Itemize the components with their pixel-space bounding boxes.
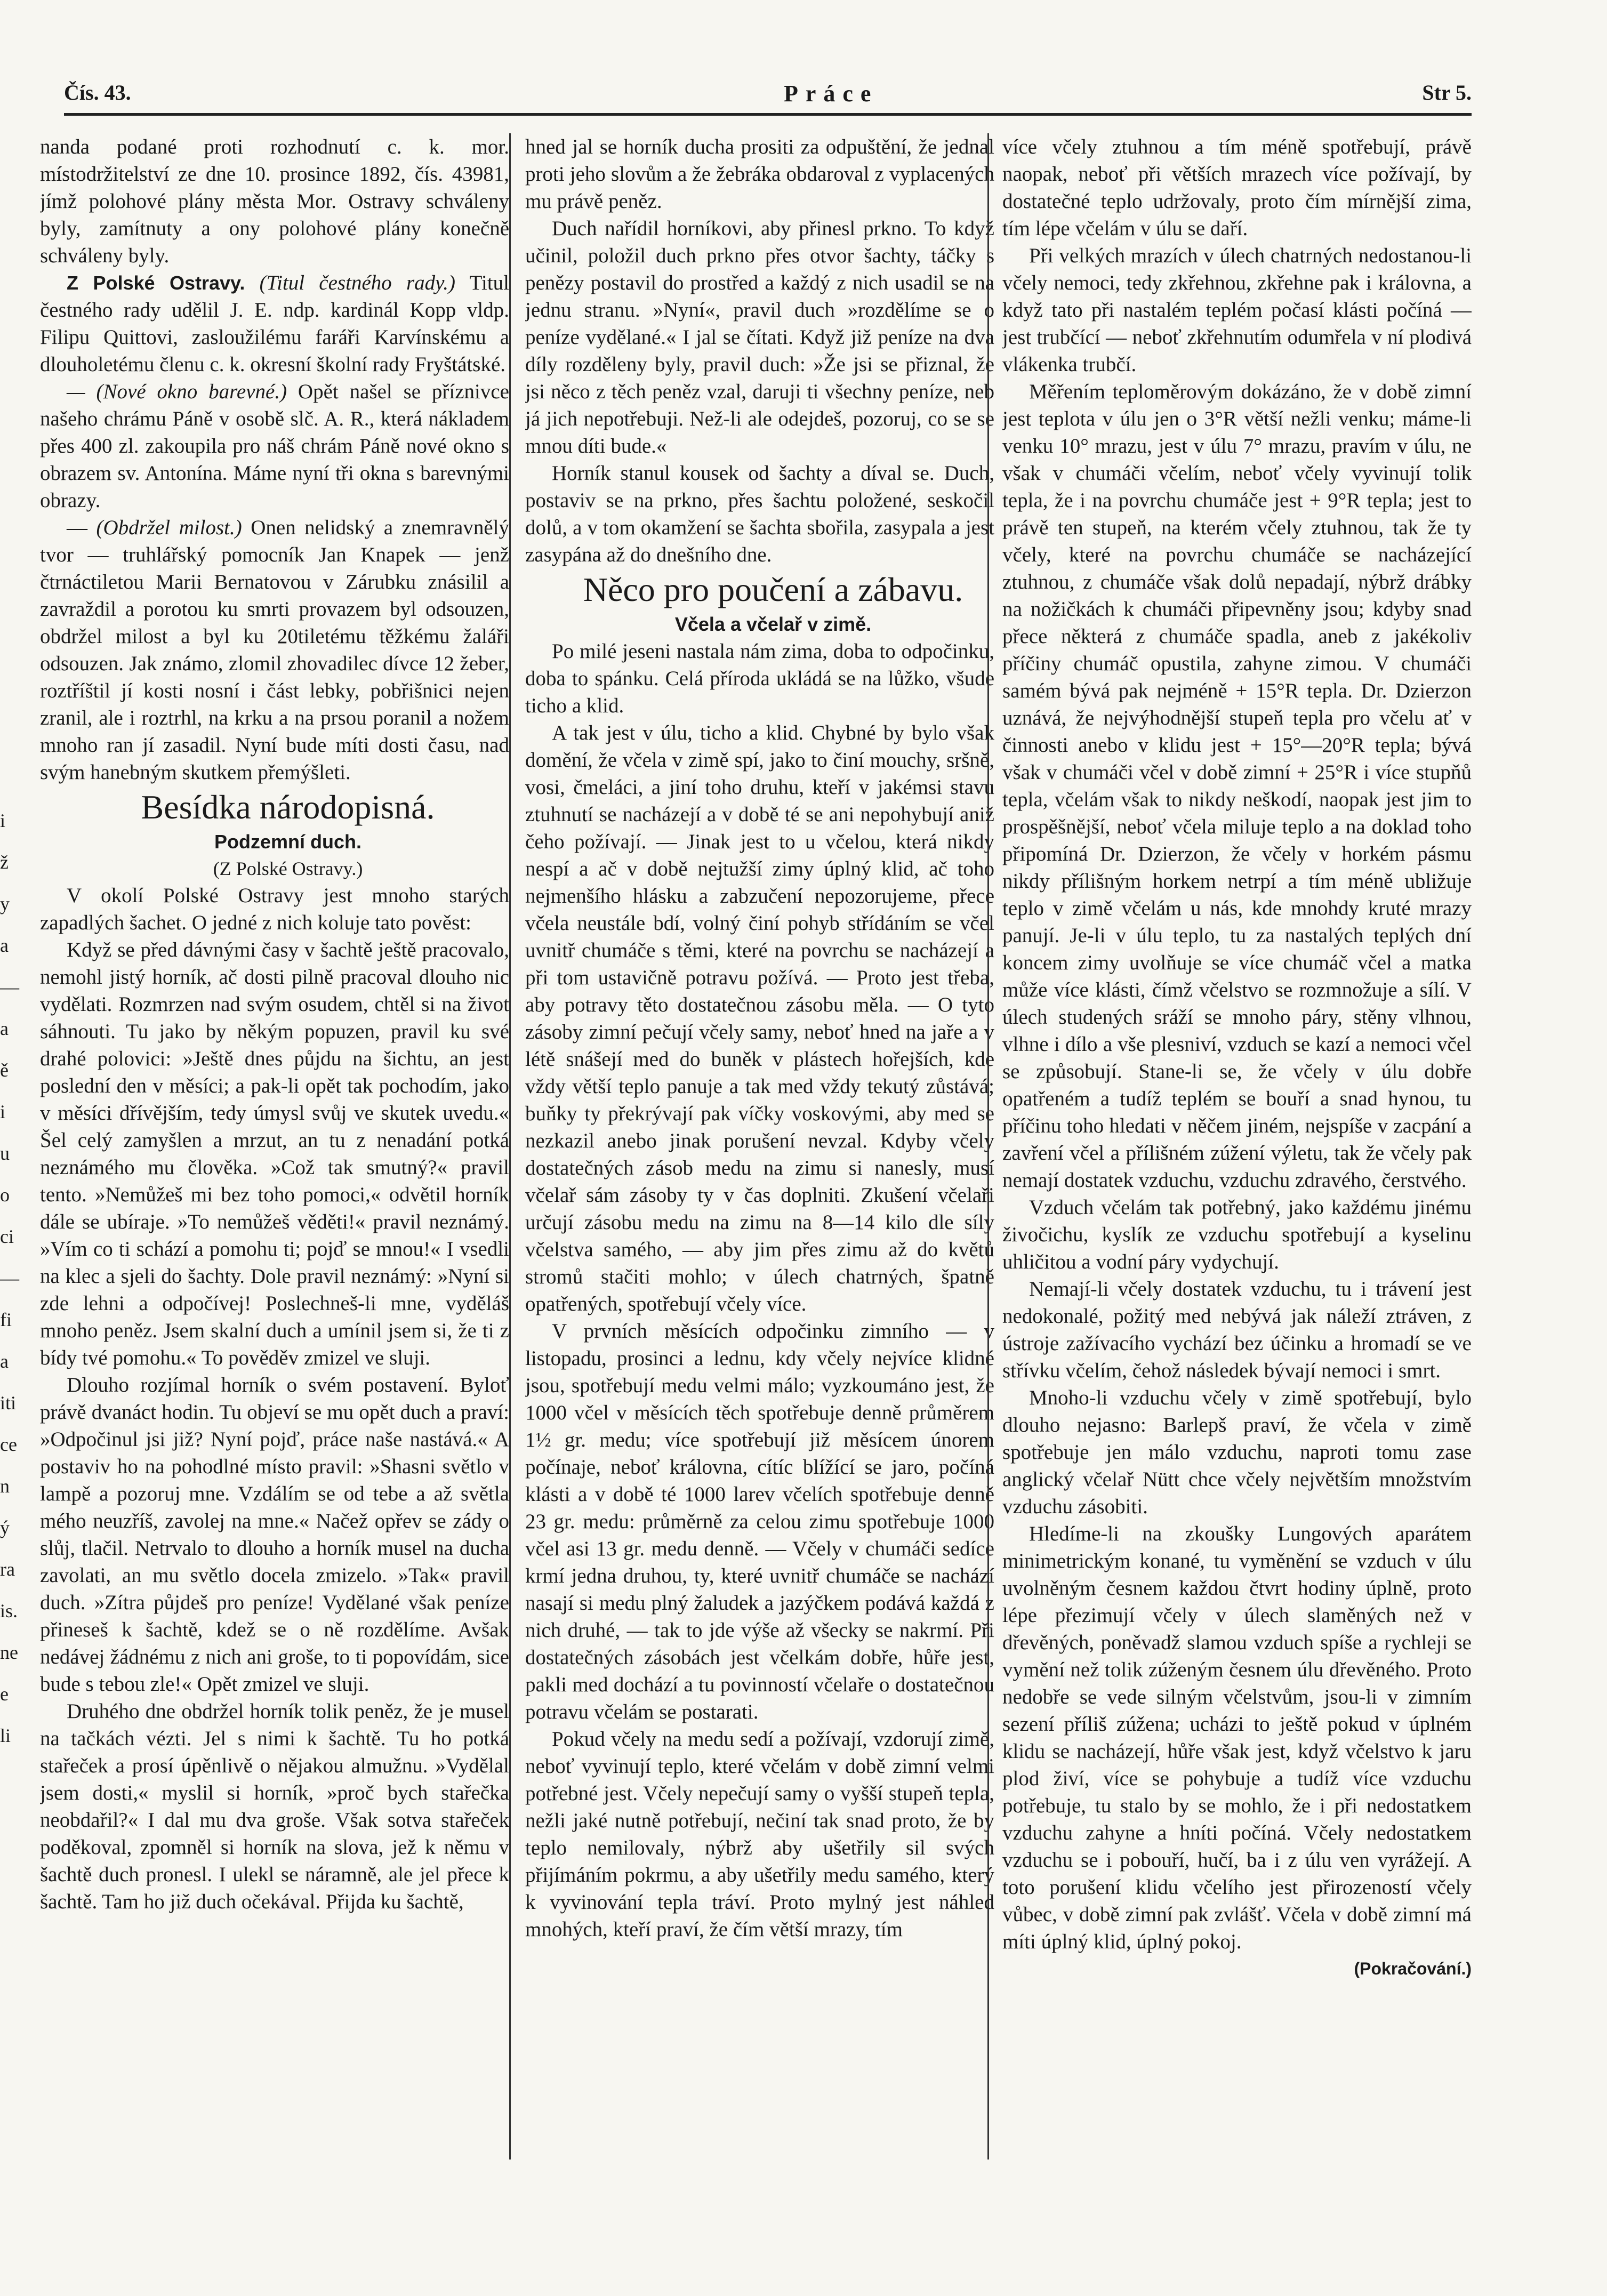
paragraph: nanda podané proti rozhodnutí c. k. mor. místodržitelství ze dne 10. prosince 1892, čís. 43981, jímž polohové plány města Mor. Ostravy schváleny byly, zamítnuty a ony polohové plány konečně schváleny byly. <box>40 135 509 267</box>
edge-fragment: ý <box>0 1517 10 1538</box>
edge-fragment: ž <box>0 852 9 873</box>
column-divider <box>509 133 511 2159</box>
item-text: Opět našel se příznivce našeho chrámu Páně v osobě slč. A. R., která nákladem přes 400 zl. zakoupila pro náš chrám Páně nové okno s obrazem sv. Antonína. Máme nyní tři okna s barevnými obrazy. <box>40 380 509 512</box>
header-rule <box>64 113 1472 116</box>
item-lead-italic: — (Nové okno barevné.) <box>67 380 287 403</box>
continuation-note: (Pokračování.) <box>1354 1959 1472 1978</box>
edge-fragment: fi <box>0 1309 12 1330</box>
news-item <box>40 378 509 514</box>
paragraph: hned jal se horník ducha prositi za odpuštění, že jednal proti jeho slovům a že žebráka obdaroval z vyplacených mu právě peněz. <box>525 135 994 213</box>
paragraph: A tak jest v úlu, ticho a klid. Chybné by bylo však domění, že včela v zimě spí, jako to činí mouchy, sršně, vosi, čmeláci, a jiní toho druhu, kteří v jakémsi stavu ztuhnutí se nacházejí a v době té se ani nepohybují aniž čeho požívají. — Jinak jest to u včelou, která nikdy nespí a ač v době nejtužší zimy úplný klid, ač toho nejmenšího hlásku a zabzučení nepozorujeme, přece včela neustále bdí, volný činí pohyb střídáním se včel uvnitř chumáče s těmi, které na povrchu se nacházejí a při tom ustavičně potravu požívá. — Proto jest třeba, aby potravy těto dostatečnou zásobu měla. — O tyto zásoby zimní pečují včely samy, neboť hned na jaře a v létě snášejí med do buněk v plástech hořejších, kde vždy větší teplo panuje a tak med vždy tekutý zůstává; buňky ty překrývají pak víčky voskovými, aby med se nezkazil anebo jinak porušení nevzal. Kdyby včely dostatečných zásob medu na zimu si nanesly, musí včelař sám zásoby ty v čas doplniti. Zkušení včelaři určují zásobu medu na zimu na 8—14 kilo dle síly včelstva samého, — aby jim přes zimu až do květů stromů stačiti mohlo; v úlech chatrných, špatně opatřených, spotřebují včely více. <box>525 721 994 1315</box>
section-title: Něco pro poučení a zábavu. <box>583 571 963 608</box>
edge-fragment: ne <box>0 1642 18 1663</box>
paragraph: Pokud včely na medu sedí a požívají, vzdorují zimě, neboť vyvinují teplo, které včelám v době zimní velmi potřebné jest. Včely nepečují samy o vyšší stupeň tepla, nežli jaké nutně potřebují, nečiní tak snad proto, že by teplo nemilovaly, nýbrž aby ušetřily sil svých přijímáním pokrmu, a aby ušetřily medu samého, který k vyvinování tepla tráví. Proto mylný jest náhled mnohých, kteří praví, že čím větší mrazy, tím <box>525 1728 994 1941</box>
paragraph: Druhého dne obdržel horník tolik peněz, že je musel na tačkách vézti. Jel s nimi k šachtě. Tu ho potká stařeček a prosí úpěnlivě o nějakou almužnu. »Vydělal jsem dosti,« myslil si horník, »proč bych stařečka neobdařil?« I dal mu dva groše. Však sotva stařeček poděkoval, zpomněl si horník na slova, jež k němu v šachtě duch pronesl. I ulekl se náramně, ale jel přece k šachtě. Tam ho již duch očekával. Přijda ku šachtě, <box>40 1700 509 1913</box>
paragraph: Nemají-li včely dostatek vzduchu, tu i trávení jest nedokonalé, požitý med nebývá jak náleží ztráven, z ústroje zažívacího vychází bez účinku a hromadí se ve střívku včelím, čehož následek bývají nemoci i smrt. <box>1002 1278 1472 1382</box>
edge-fragment: — <box>0 976 19 998</box>
news-item: — (Obdržel milost.) Onen nelidský a znemravnělý tvor — truhlářský pomocník Jan Knapek — jenž čtrnáctiletou Marii Bernatovou v Zárubku znásilil a zavraždil a porotou ku smrti provazem byl odsouzen, obdržel milost a byl ku 20tiletému těžkému žaláři odsouzen. Jak známo, zlomil zhovadilec dívce 12 žeber, roztříštil jí kosti nosní i část lebky, pobřišnici nejen zranil, ale i roztrhl, na krku a na prsou poranil a nožem mnoho ran jí zasadil. Nyní bude míti dosti času, nad svým hanebným skutkem přemýšleti. <box>40 516 509 784</box>
edge-fragment: u <box>0 1143 10 1164</box>
item-lead-italic: (Titul čestného rady.) <box>259 271 456 294</box>
edge-fragment: a <box>0 935 9 956</box>
edge-fragment: iti <box>0 1392 17 1414</box>
edge-fragment: a <box>0 1018 9 1039</box>
paragraph: Hledíme-li na zkoušky Lungových aparátem minimetrickým konané, tu vyměnění se vzduch v úlu uvolněným česnem každou čtvrt hodiny úplně, proto lépe přezimují včely v úlech slaměných než v dřevěných, poněvadž slamou vzduch spíše a rychleji se vymění než tolik zúženým česnem úlu dřevěného. Proto nedobře se vede silným včelstvům, jsou-li v zimním sezení příliš zúžena; ucházi to ještě pokud v úplném klidu se nacházejí, hůře však jest, když včelstvo k jaru plod živí, více se pohybuje a tudíž více vzduchu potřebuje, tu stalo by se mohlo, že i při nedostatkem vzduchu zahyne a hníti počíná. Včely nedostatkem vzduchu se i pobouří, hučí, ba i z úlu ven vyrážejí. A toto porušení klidu včelího jest přirozeností včely vůbec, v době zimní pak zvlášť. Včela v době zimní má míti úplný klid, úplný pokoj. <box>1002 1522 1472 1953</box>
paragraph: Měřením teploměrovým dokázáno, že v době zimní jest teplota v úlu jen o 3°R větší nežli venku; máme-li venku 10° mrazu, jest v úlu 7° mrazu, pravím v úlu, ne však v chumáči včelím, neboť včely vyvinují tolik tepla, že i na povrchu chumáče jest + 9°R tepla; jest to právě ten stupeň, na kterém včely ztuhnou, tak že ty včely, které na povrchu chumáče se nacházející ztuhnou, z chumáče však dolů nepadají, nýbrž drábky na nožičkách k chumáči připevněny jsou; kdyby snad přece některá z chumáče spadla, aneb z jakékoliv příčiny chumáč opustila, zahyne zimou. V chumáči samém bývá pak nejméně + 15°R tepla. Dr. Dzierzon uznává, že nejvýhodnější stupeň tepla pro včelu ať v činnosti anebo v klidu jest + 15°—20°R tepla; bývá však v chumáči včel v době zimní + 25°R i více stupňů tepla, včelám však to nikdy neškodí, naopak jest jim to prospěšnější, neboť včela miluje teplo a na doklad toho připomíná Dr. Dzierzon, že včely v horkém pásmu nikdy přílišným horkem netrpí a tím méně ubližuje teplo v zimě včelám u nás, kde mnohdy kruté mrazy panují. Je-li v úlu teplo, tu za nastalých teplých dní koncem zimy uvolňuje se více chumáč včel a matka může více klásti, čímž včelstvo se rozmnožuje a sílí. V úlech studených sráží se mnoho páry, stěny vlhnou, vlhne i dílo a vše plesniví, vzduch se kazí a nemoci včel se způsobují. Stane-li se, že včely v úlu dobře opatřeném a tudíž teplém se bouří a snad hynou, tu příčinu toho hledati v něčem jiném, nejspíše v zacpání a zavření včel a přílišném zúžení výletu, tak že včely pak nemají dostatek vzduchu, vzduchu zdravého, čerstvého. <box>1002 380 1472 1192</box>
section-title: Besídka národopisná. <box>141 788 435 826</box>
section-subtitle: Včela a včelař v zimě. <box>674 613 872 635</box>
paragraph: Když se před dávnými časy v šachtě ještě pracovalo, nemohl jistý horník, ač dosti pilně pracoval dlouho nic vydělati. Rozmrzen nad svým osudem, chtěl si na život sáhnouti. Tu jako by někým popuzen, pravil ku své drahé polovici: »Ještě dnes půjdu na šichtu, an jest poslední den v měsíci; a pak-li opět tak pochodím, jako v měsíci dřívějším, tedy úmysl svůj ve skutek uvedu.« Šel celý zamyšlen a mrzut, an tu z nenadání potká neznámého mu člověka. »Což tak smutný?« pravil tento. »Nemůžeš mi bez toho pomoci,« odvětil horník dále se ubíraje. »To nemůžeš věděti!« pravil neznámý. »Vím co ti schází a pomohu ti; pojď se mnou!« I vsedli na klec a sjeli do šachty. Dole pravil neznámý: »Nyní si zde lehni a odpočívej! Poslechneš-li mne, vyděláš mnoho peněz. Jsem skalní duch a umínil jsem si, že ti z bídy tvé pomohu.« To pověděv zmizel ve sluji. <box>40 938 509 1369</box>
edge-fragment: a <box>0 1351 9 1372</box>
paragraph: více včely ztuhnou a tím méně spotřebují, právě naopak, neboť při větších mrazech více požívají, by dostatečné teplo udržovaly, proto čím mírnější zima, tím lépe včelám v úlu se daří. <box>1002 135 1472 240</box>
news-item <box>40 269 509 378</box>
edge-fragment: ě <box>0 1059 9 1081</box>
edge-fragment: i <box>0 1101 6 1122</box>
column-divider <box>987 133 989 2159</box>
edge-fragment: is. <box>0 1600 18 1621</box>
item-lead: Z Polské Ostravy. <box>67 272 245 294</box>
section-subtitle: Podzemní duch. <box>214 831 361 853</box>
column-1 <box>40 133 509 2170</box>
page-number: Str 5. <box>1422 81 1472 105</box>
page-header <box>64 80 1472 112</box>
edge-fragment: ce <box>0 1434 17 1455</box>
item-text: Onen nelidský a znemravnělý tvor — truhlářský pomocník Jan Knapek — jenž čtrnáctiletou Marii Bernatovou v Zárubku znásilil a zavraždil a porotou ku smrti provazem byl odsouzen, obdržel milost a byl ku 20tiletému těžkému žaláři odsouzen. Jak známo, zlomil zhovadilec dívce 12 žeber, roztříštil jí kosti nosní i část lebky, pobřišnici nejen zranil, ale i roztrhl, na krku a na prsou poranil a nožem mnoho ran jí zasadil. Nyní bude míti dosti času, nad svým hanebným skutkem přemýšleti. <box>40 516 509 784</box>
paragraph: V prvních měsících odpočinku zimního — v listopadu, prosinci a lednu, kdy včely nejvíce klidné jsou, spotřebují medu velmi málo; vyzkoumáno jest, že 1000 včel v měsících těch spotřebuje denně průměrem 1½ gr. medu; více spotřebují již měsícem únorem počínaje, neboť královna, cítíc blížící se jaro, počíná klásti a v době té 1000 larev včelích spotřebuje denně 23 gr. medu: průměrně za celou zimu spotřebuje 1000 včel asi 13 gr. medu denně. — Včely v chumáči sedíce krmí jedna druhou, ty, které uvnitř chumáče se nachází nasají si medu plný žaludek a jazýčkem podává každá z nich druhé, — tak to jde výše až všecky se nakrmí. Při dostatečných zásobách jest včelkám dobře, hůře jest, pakli med dochází a tu povinností včelaře o dostatečnou potravu včelám se postarati. <box>525 1320 994 1723</box>
section-note: (Z Polské Ostravy.) <box>213 858 363 879</box>
paragraph: Vzduch včelám tak potřebný, jako každému jinému živočichu, kyslík ze vzduchu spotřebují a kyselinu uhličitou a vodní páry vydychují. <box>1002 1196 1472 1273</box>
paragraph: Mnoho-li vzduchu včely v zimě spotřebují, bylo dlouho nejasno: Barlepš praví, že včela v zimě spotřebuje jen málo vzduchu, naproti tomu zase anglický včelař Nütt chce včely největším množstvím vzduchu zásobiti. <box>1002 1386 1472 1518</box>
paragraph: Duch nařídil horníkovi, aby přinesl prkno. To když učinil, položil duch prkno přes otvor šachty, táčky s penězy postavil do prostřed a každý z nich usadil se na jednu stranu. »Nyní«, pravil duch »rozdělíme se o peníze vydělané.« I jal se čítati. Když již peníze na dva díly rozděleny byly, pravil duch: »Že jsi se přiznal, že jsi něco z těch peněz vzal, daruji ti všechny peníze, neb já jich nepotřebuji. Než-li ale odejdeš, pozoruj, co se se mnou díti bude.« <box>525 217 994 457</box>
paragraph: Při velkých mrazích v úlech chatrných nedostanou-li včely nemoci, tedy zkřehnou, zkřehne pak i královna, a když tato při nastalém teplém počasí klásti počíná — jest trubčící — neboť zkřehnutím odumřela v ní plodivá vlákenka trubčí. <box>1002 244 1472 376</box>
column-2 <box>525 133 994 2170</box>
edge-fragment: y <box>0 893 10 914</box>
edge-fragment: o <box>0 1184 10 1206</box>
edge-fragment: e <box>0 1683 9 1705</box>
edge-fragment: ci <box>0 1226 14 1247</box>
paragraph: Horník stanul kousek od šachty a díval se. Duch, postaviv se na prkno, přes šachtu položené, seskočil dolů, a v tom okamžení se šachta sbořila, zasypala a jest zasypána až do dnešního dne. <box>525 462 994 566</box>
paragraph: Dlouho rozjímal horník o svém postavení. Byloť právě dvanáct hodin. Tu objeví se mu opět duch a praví: »Odpočinul jsi již? Nyní pojď, práce naše nastává.« A postaviv ho na pohodlné místo pravil: »Shasni světlo v lampě a pozoruj mne. Vzdálím se od tebe a až světla mého neuzříš, zavolej na mne.« Načež opřev se zády o slůj, tlačil. Netrvalo to dlouho a horník musel na ducha zavolati, an mu světlo docela zmizelo. »Tak« pravil duch. »Zítra půjdeš pro peníze! Vydělané však peníze přineseš k šachtě, kdež se o ně rozdělíme. Avšak nedávej žádnému z nich ani groše, to ti popovídám, sice bude s tebou zle!« Opět zmizel ve sluji. <box>40 1374 509 1696</box>
item-lead-italic: (Obdržel milost.) <box>96 516 242 539</box>
column-3 <box>1002 133 1472 2170</box>
edge-fragment: — <box>0 1267 19 1289</box>
newspaper-title: Práce <box>784 81 879 107</box>
edge-fragment: n <box>0 1475 10 1497</box>
edge-fragment: ra <box>0 1559 15 1580</box>
issue-number: Čís. 43. <box>64 81 131 105</box>
paragraph: V okolí Polské Ostravy jest mnoho starých zapadlých šachet. O jedné z nich koluje tato pověst: <box>40 884 509 934</box>
edge-fragment: i <box>0 810 6 831</box>
edge-fragment: li <box>0 1725 11 1746</box>
left-edge-fragments <box>0 800 32 1756</box>
item-text: Titul čestného rady udělil J. E. ndp. kardinál Kopp vldp. Filipu Quittovi, zasloužilému faráři Karvínskému a dlouholetému členu c. k. okresní školní rady Fryštátské. <box>40 271 509 376</box>
paragraph: Po milé jeseni nastala nám zima, doba to odpočinku, doba to spánku. Celá příroda ukládá se na lůžko, všude ticho a klid. <box>525 640 994 717</box>
